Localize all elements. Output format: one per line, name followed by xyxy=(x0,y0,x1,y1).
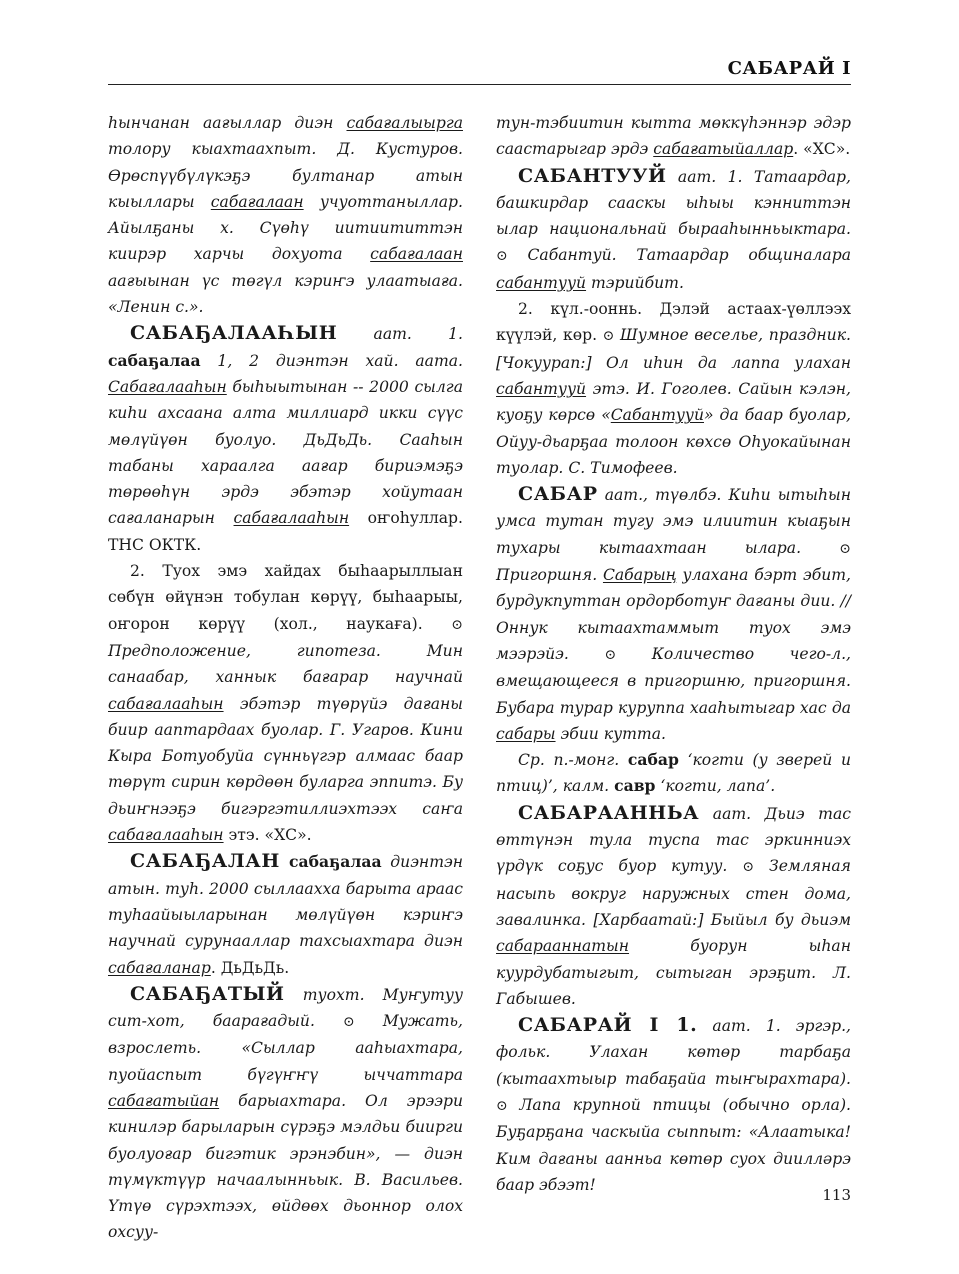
entry-headword: САБАНТУУЙ xyxy=(518,164,667,187)
text: һынчанан аағыллар диэн xyxy=(108,114,347,132)
text: эбэтэр түөрүйэ дағаны биир ааптардаах буолар. Г. Угаров. Кини Кыра Ботуобуйа сүнньүгэр алмаас баар төрүт сирин көрдөөн буларга эппитэ. Бу дьиҥнээҕэ бигэргэтиллиэхтээх саҥа xyxy=(108,694,463,818)
text: Лапа крупной птицы (обычно орла). Буҕарҕана часкыйа сыппыт: «Алаатыка! Ким дағаны аанньа көтөр суох диилләрэ баар эбээт! xyxy=(496,1095,851,1194)
dictionary-entry xyxy=(496,800,851,1012)
example-word: сабағалааһын xyxy=(108,826,224,845)
text: . ДьДьДь. xyxy=(210,958,290,977)
dictionary-entry xyxy=(108,320,463,558)
example-word: сабарааннатын xyxy=(496,937,630,956)
text: эбии кутта. xyxy=(555,724,666,743)
example-word: сабағатыйан xyxy=(108,1091,220,1110)
example-word: сабағаланар xyxy=(108,958,211,977)
text: тэрийбит. xyxy=(586,273,684,292)
page-number: 113 xyxy=(822,1186,851,1204)
text: ‘когти, лапа’. xyxy=(655,777,776,796)
text: аат. 1. эргэр., фольк. Улахан көтөр тарбаҕа (кытаахтыыр табаҕайа тыҥырахтара). xyxy=(496,1017,851,1088)
entry-headword: САБАҔАТЫЙ xyxy=(130,982,285,1005)
text: 1, 2 диэнтэн хай. аата. xyxy=(200,351,463,370)
dictionary-entry xyxy=(496,1012,851,1198)
translation-sign-icon: ⊙ xyxy=(839,540,851,557)
dictionary-entry xyxy=(108,981,463,1246)
text: оҥоһуллар. ТНС ОКТК. xyxy=(108,509,463,554)
text: аат., түөлбэ. Киһи ытыһын умса тутан тугу эмэ илиитин кыаҕын тухары кытаахтаан ылара. xyxy=(496,486,851,557)
text: . «ХС». xyxy=(793,140,851,159)
text: быһыытынан -- 2000 сылга киһи ахсаана алта миллиард икки сүүс мөлүйүөн буолуо. ДьДьДь. Сааһын табаны хараалга аағар бириэмэҕэ төрөөһүн эрдэ эбэтэр хойутаан сағаланарын xyxy=(108,377,463,528)
example-word: сабағатыйаллар xyxy=(653,140,794,159)
text: улахана бэрт эбит, бурдукпуттан ордорботуҥ дағаны дии. // Оннук кытаахтаммыт туох эмэ мээрэйэ. xyxy=(496,566,851,663)
translation-sign-icon: ⊙ xyxy=(602,328,615,345)
text: туохт. Муҥутуу сит-хот, баарағадый. xyxy=(108,985,463,1031)
entry-continuation xyxy=(496,110,851,163)
example-word: сабағалааһын xyxy=(108,694,224,713)
entry-headword: САБАҔАЛАН xyxy=(130,850,280,873)
entry-headword: САБАРААННЬА xyxy=(518,801,700,824)
example-word: сабағалаан xyxy=(210,192,304,211)
dictionary-sense xyxy=(496,296,851,481)
text: толору кыахтаахпыт. Д. Кустуров. Өрөспүүбүлүкэҕэ бултанар атын кыыллары xyxy=(108,140,463,211)
translation-sign-icon: ⊙ xyxy=(451,616,463,633)
text: Мужать, взрослеть. «Сыллар ааһыахтара, пуойаспыт бүгүҥҥү ыччаттара xyxy=(108,1012,463,1084)
dictionary-entry xyxy=(496,481,851,747)
text: Ср. п.-монг. xyxy=(518,751,628,770)
text: аат. 1. xyxy=(337,325,463,344)
text: ‘когти (у зверей и птиц)’, калм. xyxy=(496,751,851,796)
text: Пригоршня. xyxy=(496,566,603,585)
text: Количество чего-л., вмещающееся в пригоршню, пригоршня. Бубара турар куруппа хааһытыгар хас да xyxy=(496,644,851,717)
text: 2. Туох эмэ хайдах быһаарыллыан сөбүн өйүнэн тобулан көрүү, быһаарыы, оҥорон көрүү (хол., наукаға). xyxy=(108,562,463,633)
text: этэ. И. Гоголев. Сайын кэлэн, куоҕу көрсө « xyxy=(496,379,851,425)
example-word: Сабантууй xyxy=(610,406,704,425)
right-column xyxy=(496,110,851,1198)
translation-sign-icon: ⊙ xyxy=(742,859,755,876)
text: аат. Дьиэ тас өттүнэн тула туспа тас эркинниэх үрдүк соҕус буор кутуу. xyxy=(496,804,851,876)
text: Сабантуй. Татаардар общиналара xyxy=(507,246,851,265)
header-rule xyxy=(108,84,851,85)
text: тун-тэбиитин кытта мөккүһэннэр эдэр саастарыгар эрдэ xyxy=(496,114,851,159)
bold-word: сабаҕалаа xyxy=(108,350,201,370)
bold-word: сабаҕалаа xyxy=(279,852,382,872)
example-word: Сабағалааһын xyxy=(108,377,227,396)
entry-headword: САБАҔАЛААҺЫН xyxy=(130,322,338,345)
example-word: сабағалыырга xyxy=(346,114,463,132)
translation-sign-icon: ⊙ xyxy=(342,1014,355,1031)
text: 2. күл.-ооннь. Дэлэй астаах-үөллээх күүлэй, көр. xyxy=(496,300,851,345)
text: этэ. «ХС». xyxy=(223,826,312,845)
translation-sign-icon: ⊙ xyxy=(496,1097,508,1114)
example-word: сабантууй xyxy=(496,379,587,398)
translation-sign-icon: ⊙ xyxy=(604,646,617,663)
text: учуоттаныллар. Айылҕаны х. Сүөһү иитиититтэн киирэр харчы дохуота xyxy=(108,192,463,264)
entry-continuation xyxy=(108,110,463,320)
dictionary-entry xyxy=(496,163,851,296)
example-word: сабантууй xyxy=(496,273,587,292)
left-column xyxy=(108,110,463,1246)
text: аағыынан үс төгүл кэриҥэ улаатыаға. «Ленин с.». xyxy=(108,271,463,317)
running-header-title: САБАРАЙ I xyxy=(727,58,851,79)
example-word: сабағалааһын xyxy=(233,509,350,528)
text: барыахтара. Ол эрээри кинилэр барыларын сүрэҕэ мэлдьи биирги буолуоғар бигэтик эрэнэбин», — диэн түмүктүүр начаалынньык. В. Васильев. Үтүө сүрэхтээх, өйдөөх дьоннор олох охсуу- xyxy=(108,1091,463,1242)
example-word: сабағалаан xyxy=(370,245,463,264)
text: буорун ыһан куурдубатыгыт, сытыган эрэҕит. Л. Габышев. xyxy=(496,937,851,1008)
text: Предположение, гипотеза. Мин санаабар, ханнык бағарар научнай xyxy=(108,641,463,687)
bold-word: сабар xyxy=(627,750,679,770)
text: Шумное веселье, праздник. [Чокуурап:] Ол иһин да лаппа улахан xyxy=(496,326,851,372)
text: » да баар буолар, Ойуу-дьарҕаа толоон көхсө Оһуокайынан туолар. С. Тимофеев. xyxy=(496,406,851,477)
example-word: сабары xyxy=(496,724,556,743)
text: аат. 1. Татаардар, башкирдар сааскы ыһыы кэнниттэн ылар национальнай бырааһынньыктара. xyxy=(496,167,851,239)
dictionary-sense xyxy=(108,558,463,848)
bold-word: савр xyxy=(614,776,656,796)
text: Земляная насыпь вокруг наружных стен дома, завалинка. [Харбаатай:] Быйыл бу дьиэм xyxy=(496,857,851,929)
translation-sign-icon: ⊙ xyxy=(496,248,508,265)
etymology-note xyxy=(496,747,851,800)
entry-headword: САБАРАЙ I 1. xyxy=(518,1014,698,1037)
dictionary-entry xyxy=(108,848,463,980)
text: диэнтэн атын. туһ. 2000 сыллааххa барыта араас туһаайыыларынан мөлүйүөн кэриҥэ научнай сурунааллар тахсыахтара диэн xyxy=(108,853,463,951)
entry-headword: САБАР xyxy=(518,483,598,506)
example-word: Сабарың xyxy=(602,566,677,585)
